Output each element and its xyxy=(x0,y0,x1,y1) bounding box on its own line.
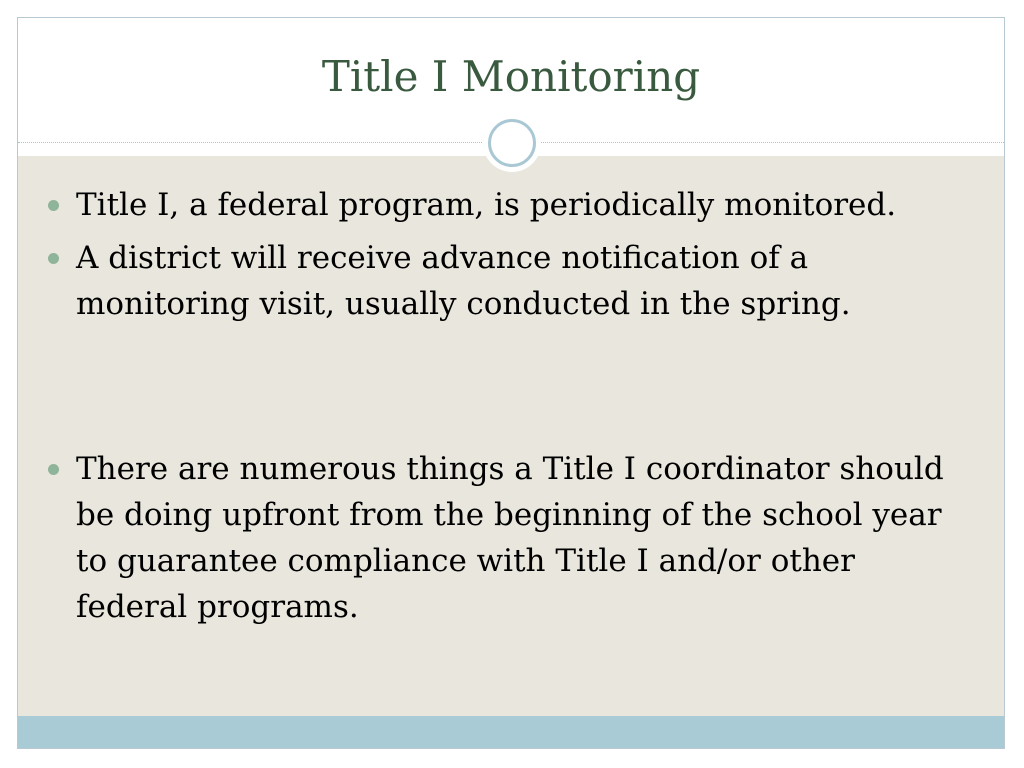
bullet-dot-icon xyxy=(48,253,59,264)
bullet-item xyxy=(48,235,948,327)
slide-title: Title I Monitoring xyxy=(321,52,701,101)
bottom-bar xyxy=(18,716,1004,749)
bullet-item xyxy=(48,446,948,630)
bullet-dot-icon xyxy=(48,200,59,211)
bullet-text: A district will receive advance notification of a monitoring visit, usually conducted in the spring. xyxy=(76,240,851,322)
bullet-item xyxy=(48,182,948,228)
divider-circle-ornament xyxy=(488,119,536,167)
slide-frame xyxy=(17,17,1005,749)
bullet-dot-icon xyxy=(48,464,59,475)
bullet-text: There are numerous things a Title I coordinator should be doing upfront from the beginning of the school year to guarantee compliance with Title I and/or other federal programs. xyxy=(76,451,944,625)
bullet-text: Title I, a federal program, is periodically monitored. xyxy=(76,187,897,223)
